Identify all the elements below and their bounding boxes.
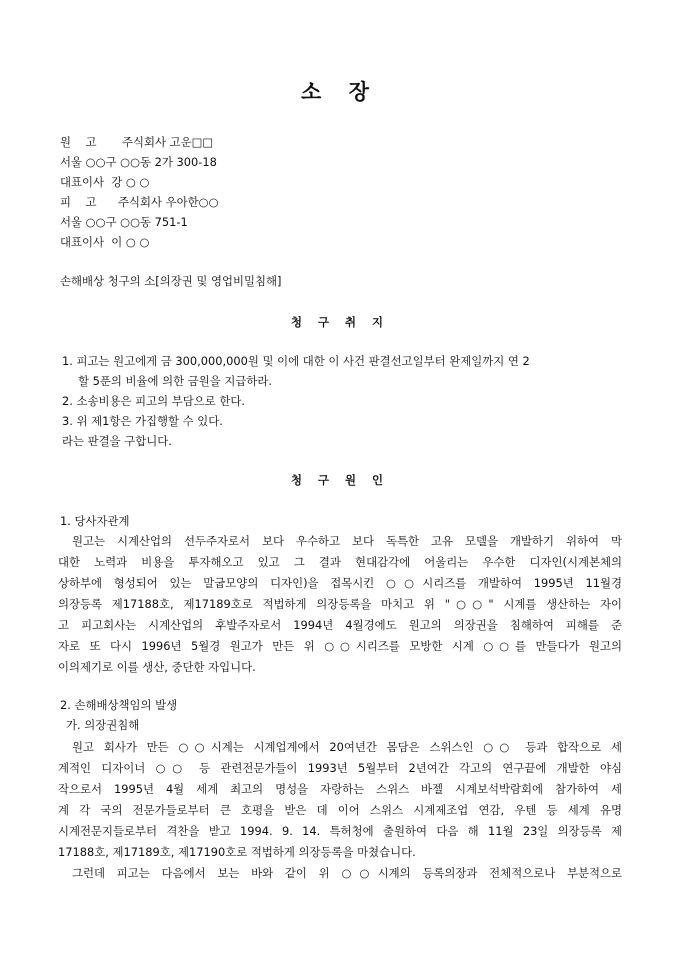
claim-heading: 청 구 취 지 [291,315,389,329]
section1-title: 1. 당사자관계 [60,514,130,528]
plaintiff-line [60,135,213,150]
section2-line: 계 각 국의 전문가들로부터 큰 호평을 받은 데 이어 스위스 시계제조업 연감, 우텐 등 세계 유명 [58,803,622,817]
section1-line: 자로 또 다시 1996년 5월경 원고가 만든 위 ○○시리즈를 모방한 시계 ○○를 만들다가 원고의 [58,639,622,653]
defendant-representative: 대표이사 이 ○ ○ [60,235,150,249]
section2-title: 2. 손해배상책임의 발생 [60,698,178,712]
claim-item-3: 3. 위 제1항은 가집행할 수 있다. [62,414,223,428]
defendant-label: 피 고 [60,195,97,209]
defendant-address: 서울 ○○구 ○○동 751-1 [60,215,188,229]
case-title: 손해배상 청구의 소[의장권 및 영업비밀침해] [60,274,282,288]
section1-line: 상하부에 형성되어 있는 말굽모양의 디자인)을 접목시킨 ○○시리즈를 개발하여 1995년 11월경 [58,576,622,590]
plaintiff-representative: 대표이사 강 ○ ○ [60,175,150,189]
section2-line: 그런데 피고는 다음에서 보는 바와 같이 위 ○○시계의 등록의장과 전체적으로나 부분적으로 [72,866,622,880]
plaintiff-address: 서울 ○○구 ○○동 2가 300-18 [60,155,217,169]
defendant-line [60,195,219,210]
section1-line: 대한 노력과 비용을 투자해오고 있고 그 결과 현대감각에 어울리는 우수한 디자인(시계본체의 [58,555,622,569]
section1-line: 고 피고회사는 시계산업의 후발주자로서 1994년 4월경에도 원고의 의장권을 침해하여 피해를 준 [58,618,622,632]
section2-line: 원고 회사가 만든 ○○시계는 시계업계에서 20여년간 몸담은 스위스인 ○○ 등과 합작으로 세 [72,740,622,754]
claim-closing: 라는 판결을 구합니다. [62,434,172,448]
section1-line: 원고는 시계산업의 선두주자로서 보다 우수하고 보다 독특한 고유 모델을 개발하기 위하여 막 [72,534,622,548]
section2-line: 17188호, 제17189호, 제17190호로 적법하게 의장등록을 마쳤습니다. [58,845,416,859]
claim-item-1-cont: 할 5푼의 비율에 의한 금원을 지급하라. [78,374,273,388]
section2-line: 시계전문지들로부터 격찬을 받고 1994. 9. 14. 특허청에 출원하여 다음 해 11월 23일 의장등록 제 [58,824,622,838]
defendant-name: 주식회사 우아한○○ [118,195,219,209]
document-title: 소 장 [301,79,379,104]
section2-line: 작으로서 1995년 4월 세계 최고의 명성을 자랑하는 스위스 바젤 시계보석박람회에 참가하여 세 [58,782,622,796]
cause-heading: 청 구 원 인 [291,473,389,487]
section1-line: 의장등록 제17188호, 제17189호로 적법하게 의장등록을 마치고 위 "○○" 시계를 생산하는 자이 [58,597,622,611]
plaintiff-label: 원 고 [60,135,97,149]
plaintiff-name: 주식회사 고운□□ [122,135,214,149]
claim-item-2: 2. 소송비용은 피고의 부담으로 한다. [62,394,246,408]
section1-line: 이의제기로 이를 생산, 중단한 자입니다. [58,660,256,674]
section2-line: 계적인 디자이너 ○○ 등 관련전문가들이 1993년 5월부터 2년여간 각고의 연구끝에 개발한 야심 [58,761,622,775]
section2-subtitle: 가. 의장권침해 [66,718,140,732]
claim-item-1: 1. 피고는 원고에게 금 300,000,000원 및 이에 대한 이 사건 판결선고일부터 완제일까지 연 2 [62,354,530,368]
